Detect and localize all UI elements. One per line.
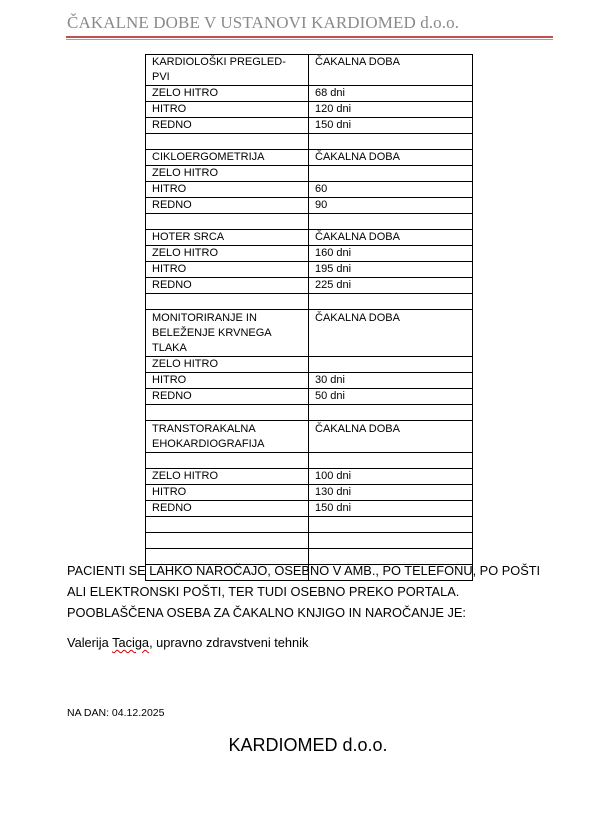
table-cell-waiting-time <box>309 517 473 533</box>
table-row <box>146 453 473 469</box>
company-name: KARDIOMED d.o.o. <box>228 735 388 755</box>
table-cell-waiting-time: 130 dni <box>309 485 473 501</box>
table-cell-waiting-time <box>309 294 473 310</box>
table-cell-waiting-time: ČAKALNA DOBA <box>309 421 473 453</box>
table-row <box>146 405 473 421</box>
table-row <box>146 469 473 485</box>
table-cell-service: MONITORIRANJE IN BELEŽENJE KRVNEGA TLAKA <box>146 310 309 357</box>
table-row <box>146 517 473 533</box>
table-row <box>146 198 473 214</box>
table-cell-waiting-time: 90 <box>309 198 473 214</box>
table-cell-service <box>146 214 309 230</box>
table-cell-service <box>146 517 309 533</box>
table-cell-waiting-time <box>309 134 473 150</box>
table-cell-waiting-time: 150 dni <box>309 118 473 134</box>
table-cell-waiting-time: 68 dni <box>309 86 473 102</box>
table-cell-waiting-time <box>309 533 473 549</box>
table-row <box>146 278 473 294</box>
table-cell-waiting-time: 120 dni <box>309 102 473 118</box>
table-cell-waiting-time <box>309 453 473 469</box>
contact-surname: Taciga <box>112 635 150 650</box>
waiting-times-table <box>145 54 473 581</box>
table-cell-service: HITRO <box>146 485 309 501</box>
table-cell-service: ZELO HITRO <box>146 166 309 182</box>
table-row <box>146 86 473 102</box>
table-row <box>146 373 473 389</box>
table-cell-waiting-time: ČAKALNA DOBA <box>309 230 473 246</box>
table-row <box>146 166 473 182</box>
table-cell-service: HITRO <box>146 102 309 118</box>
contact-first-name: Valerija <box>67 635 113 650</box>
table-row <box>146 310 473 357</box>
table-row <box>146 214 473 230</box>
table-cell-service: ZELO HITRO <box>146 357 309 373</box>
table-row <box>146 262 473 278</box>
table-row <box>146 182 473 198</box>
table-cell-waiting-time: 30 dni <box>309 373 473 389</box>
table-cell-service: KARDIOLOŠKI PREGLED-PVI <box>146 55 309 86</box>
table-cell-waiting-time: 60 <box>309 182 473 198</box>
table-cell-waiting-time: 195 dni <box>309 262 473 278</box>
table-cell-waiting-time: 50 dni <box>309 389 473 405</box>
table-cell-service: REDNO <box>146 118 309 134</box>
table-row <box>146 501 473 517</box>
table-cell-service: REDNO <box>146 278 309 294</box>
table-cell-service: REDNO <box>146 501 309 517</box>
date-line: NA DAN: 04.12.2025 <box>67 707 165 719</box>
table-row <box>146 246 473 262</box>
table-row <box>146 485 473 501</box>
title-rule-thin <box>66 39 553 40</box>
table-cell-service <box>146 405 309 421</box>
table-cell-service: ZELO HITRO <box>146 86 309 102</box>
table-cell-waiting-time: 100 dni <box>309 469 473 485</box>
table-cell-service: HITRO <box>146 182 309 198</box>
table-cell-service: HITRO <box>146 262 309 278</box>
table-cell-waiting-time: ČAKALNA DOBA <box>309 310 473 357</box>
table-row <box>146 389 473 405</box>
table-row <box>146 150 473 166</box>
table-cell-service: CIKLOERGOMETRIJA <box>146 150 309 166</box>
table-row <box>146 134 473 150</box>
table-row <box>146 55 473 86</box>
table-row <box>146 421 473 453</box>
table-row <box>146 102 473 118</box>
table-cell-service: ZELO HITRO <box>146 469 309 485</box>
title-rule <box>66 36 553 38</box>
table-row <box>146 357 473 373</box>
table-cell-waiting-time <box>309 357 473 373</box>
table-cell-service: REDNO <box>146 198 309 214</box>
table-cell-waiting-time <box>309 214 473 230</box>
table-cell-waiting-time <box>309 405 473 421</box>
table-cell-service <box>146 294 309 310</box>
table-row <box>146 230 473 246</box>
table-row <box>146 533 473 549</box>
table-cell-service <box>146 453 309 469</box>
table-cell-service: HITRO <box>146 373 309 389</box>
table-cell-service <box>146 533 309 549</box>
table-cell-service: TRANSTORAKALNA EHOKARDIOGRAFIJA <box>146 421 309 453</box>
table-row <box>146 118 473 134</box>
table-cell-waiting-time: 225 dni <box>309 278 473 294</box>
table-cell-waiting-time: 150 dni <box>309 501 473 517</box>
table-cell-service: REDNO <box>146 389 309 405</box>
contact-role: , upravno zdravstveni tehnik <box>149 635 309 650</box>
table-row <box>146 294 473 310</box>
table-cell-service: ZELO HITRO <box>146 246 309 262</box>
contact-person <box>67 635 308 650</box>
table-cell-waiting-time: 160 dni <box>309 246 473 262</box>
page-title: ČAKALNE DOBE V USTANOVI KARDIOMED d.o.o. <box>67 13 460 32</box>
table-cell-service <box>146 134 309 150</box>
table-cell-service: HOTER SRCA <box>146 230 309 246</box>
ordering-info-paragraph: PACIENTI SE LAHKO NAROČAJO, OSEBNO V AMB., PO TELEFONU, PO POŠTI ALI ELEKTRONSKI POŠTI, TER TUDI OSEBNO PREKO PORTALA. POOBLAŠČENA OSEBA ZA ČAKALNO KNJIGO IN NAROČANJE JE: <box>67 563 541 620</box>
table-cell-waiting-time: ČAKALNA DOBA <box>309 55 473 86</box>
table-cell-waiting-time: ČAKALNA DOBA <box>309 150 473 166</box>
table-cell-waiting-time <box>309 166 473 182</box>
